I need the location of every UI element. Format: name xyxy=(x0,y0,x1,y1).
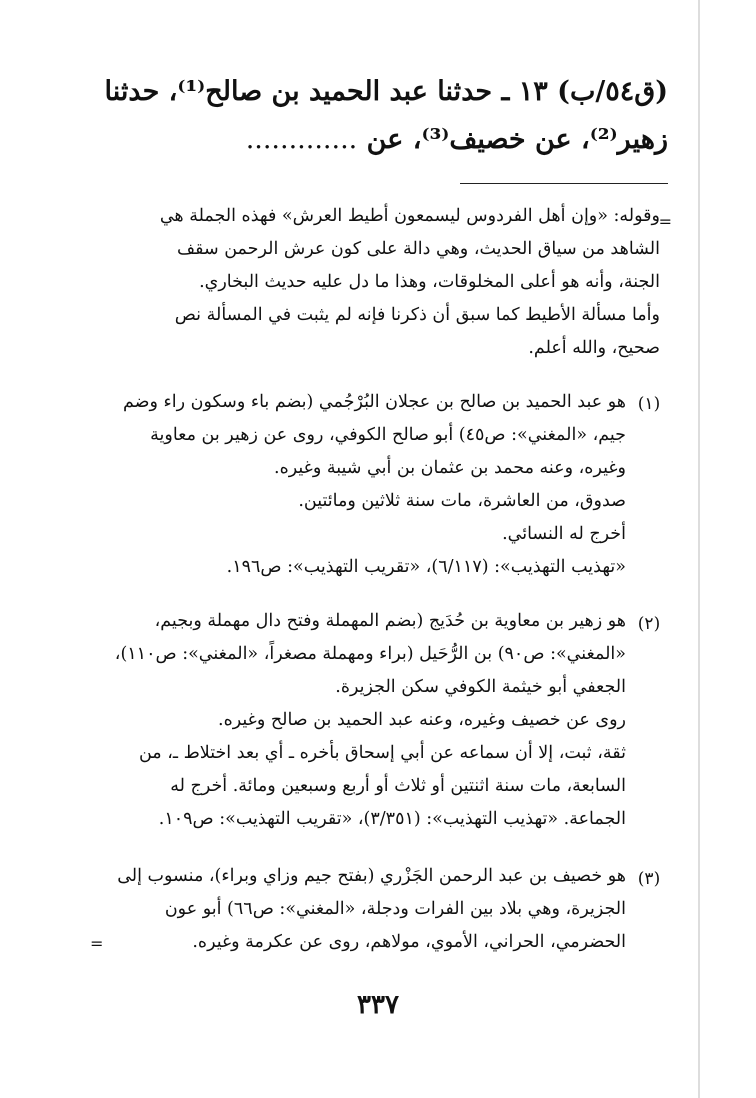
continuation-line: صحيح، والله أعلم. xyxy=(528,338,660,358)
main-text-line-2-text: زهير⁽²⁾، عن خصيف⁽³⁾، عن xyxy=(366,124,668,155)
footnote-3-line: الجزيرة، وهي بلاد بين الفرات ودجلة، «المغني»: ص٦٦) أبو عون xyxy=(164,899,626,919)
footnote-3-line: هو خصيف بن عبد الرحمن الجَزْري (بفتح جيم وزاي وبراء)، منسوب إلى xyxy=(117,866,626,886)
continuation-note xyxy=(140,200,660,365)
footnote-1-line: هو عبد الحميد بن صالح بن عجلان البُرْجُمي (بضم باء وسكون راء وضم xyxy=(122,392,626,412)
main-text-dots: ............. xyxy=(245,124,358,155)
footnote-2-line: ثقة، ثبت، إلا أن سماعه عن أبي إسحاق بأخره ـ أي بعد اختلاط ـ، من xyxy=(138,743,626,763)
continuation-line: الجنة، وأنه هو أعلى المخلوقات، وهذا ما دل عليه حديث البخاري. xyxy=(199,272,660,292)
footnote-1-number: (١) xyxy=(637,394,661,414)
footnote-3-end-marker: = xyxy=(90,934,104,953)
footnote-3 xyxy=(106,860,626,959)
footnote-2-line: السابعة، مات سنة اثنتين أو ثلاث أو أربع وسبعين ومائة. أخرج له xyxy=(170,776,626,796)
main-text-line-1-text: (ق٥٤/ب) ١٣ ـ حدثنا عبد الحميد بن صالح⁽¹⁾، حدثنا xyxy=(104,76,668,107)
footnote-2 xyxy=(106,605,626,836)
footnote-1-line: جيم، «المغني»: ص٤٥) أبو صالح الكوفي، روى عن زهير بن معاوية xyxy=(150,425,626,445)
continuation-line: وقوله: «وإن أهل الفردوس ليسمعون أطيط العرش» فهذه الجملة هي xyxy=(159,206,660,226)
footnote-1-line: وغيره، وعنه محمد بن عثمان بن أبي شيبة وغيره. xyxy=(274,458,626,478)
footnote-1 xyxy=(106,386,626,584)
footnote-2-line: الجعفي أبو خيثمة الكوفي سكن الجزيرة. xyxy=(335,677,626,697)
footnote-2-line: «المغني»: ص٩٠) بن الرُّحَيل (براء ومهملة مصغراً، «المغني»: ص١١٠)، xyxy=(114,644,626,664)
footnote-separator xyxy=(460,183,668,184)
main-text-line-1 xyxy=(78,72,668,112)
continuation-line: وأما مسألة الأطيط كما سبق أن ذكرنا فإنه لم يثبت في المسألة نص xyxy=(174,305,660,325)
footnote-1-line: أخرج له النسائي. xyxy=(502,524,626,544)
footnote-1-line: صدوق، من العاشرة، مات سنة ثلاثين ومائتين. xyxy=(298,491,626,511)
footnote-1-line: «تهذيب التهذيب»: (٦/١١٧)، «تقريب التهذيب»: ص١٩٦. xyxy=(226,557,626,577)
footnote-2-line: روى عن خصيف وغيره، وعنه عبد الحميد بن صالح وغيره. xyxy=(218,710,626,730)
footnote-2-line: هو زهير بن معاوية بن حُدَيج (بضم المهملة وفتح دال مهملة وبجيم، xyxy=(154,611,626,631)
continuation-line: الشاهد من سياق الحديث، وهي دالة على كون عرش الرحمن سقف xyxy=(177,239,660,259)
page-edge-shadow xyxy=(698,0,700,1098)
footnote-2-line: الجماعة. «تهذيب التهذيب»: (٣/٣٥١)، «تقريب التهذيب»: ص١٠٩. xyxy=(158,809,626,829)
footnote-3-number: (٣) xyxy=(637,869,661,889)
footnote-2-number: (٢) xyxy=(637,614,661,634)
footnote-3-line: الحضرمي، الحراني، الأموي، مولاهم، روى عن عكرمة وغيره. xyxy=(192,932,626,952)
main-text-line-2 xyxy=(78,120,668,160)
page-number: ٣٣٧ xyxy=(357,990,399,1020)
continuation-marker: = xyxy=(658,212,672,231)
